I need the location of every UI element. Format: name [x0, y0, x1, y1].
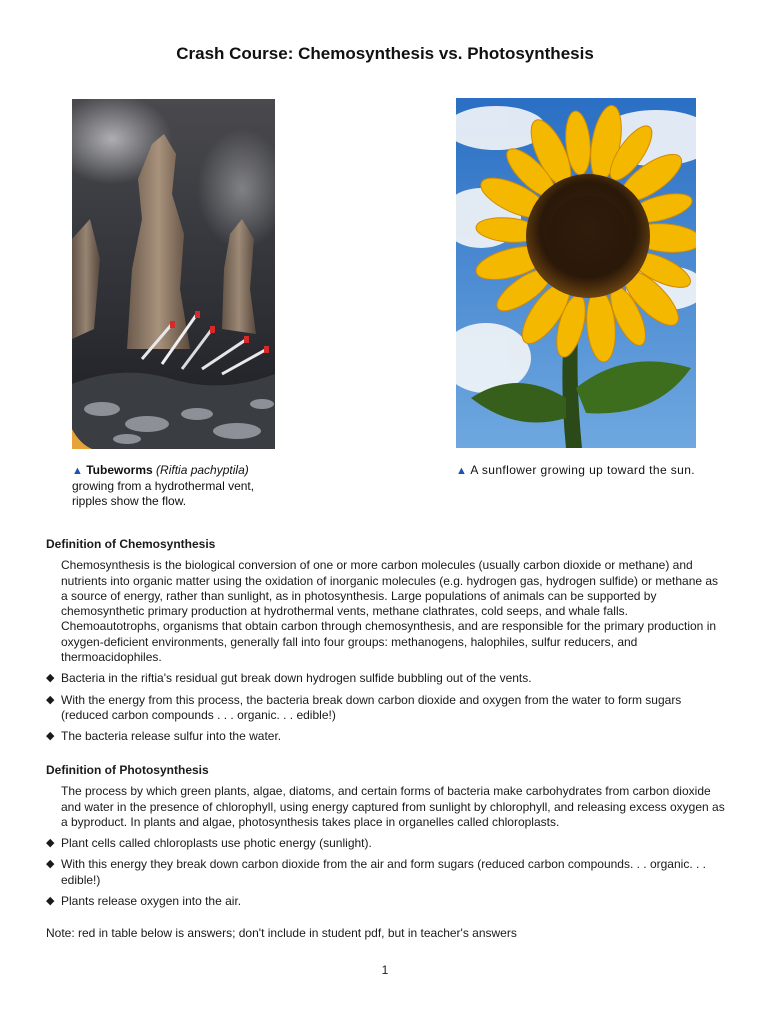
tubeworms-caption: [72, 463, 287, 509]
caption-species: (Riftia pachyptila): [156, 463, 249, 477]
caption-text: A sunflower growing up toward the sun.: [470, 463, 696, 477]
sunflower-photo: [456, 98, 696, 448]
bullet-text: The bacteria release sulfur into the water.: [61, 729, 282, 744]
bullet-text: Plants release oxygen into the air.: [61, 894, 242, 909]
bullet-text: With this energy they break down carbon dioxide from the air and form sugars (reduced carbon compounds. . . organic. . . edible!): [61, 857, 706, 887]
diamond-bullet-icon: ◆: [46, 895, 55, 908]
list-item: [46, 729, 726, 744]
list-item: [46, 836, 726, 851]
photosynthesis-paragraph: The process by which green plants, algae, diatoms, and certain forms of bacteria make carbohydrates from carbon dioxide and water in the presence of chlorophyll, using energy captured from sunlight by chlorophyll, and releasing excess oxygen as a byproduct. In plants and algae, photosynthesis takes place in organelles called chloroplasts.: [61, 784, 725, 829]
triangle-icon: ▲: [72, 465, 83, 477]
triangle-icon: ▲: [456, 465, 468, 477]
bullet-text: With the energy from this process, the bacteria break down carbon dioxide and oxygen from the water to form sugars (reduced carbon compounds . . . organic. . . edible!): [61, 692, 682, 722]
photosynthesis-section: [46, 763, 726, 909]
bullet-text: Plant cells called chloroplasts use photic energy (sunlight).: [61, 836, 372, 851]
list-item: [46, 857, 726, 888]
chemosynthesis-section: [46, 537, 726, 745]
teacher-note: Note: red in table below is answers; don't include in student pdf, but in teacher's answers: [46, 926, 517, 940]
page-title: Crash Course: Chemosynthesis vs. Photosynthesis: [176, 44, 594, 63]
list-item: [46, 693, 726, 724]
bullet-text: Bacteria in the riftia's residual gut break down hydrogen sulfide bubbling out of the vents.: [61, 671, 532, 686]
chemosynthesis-paragraph: Chemosynthesis is the biological conversion of one or more carbon molecules (usually carbon dioxide or methane) and nutrients into organic matter using the oxidation of inorganic molecules (e.g. hydrogen gas, hydrogen sulfide) or methane as a source of energy, rather than sunlight, as in photosynthesis. Large populations of animals can be supported by chemosynthetic primary production at hydrothermal vents, methane clathrates, cold seeps, and whale falls. Chemoautotrophs, organisms that obtain carbon through chemosynthesis, and are responsible for the primary production in oxygen-deficient environments, generally fall into four groups: methanogens, halophiles, sulfur reducers, and thermoacidophiles.: [61, 558, 719, 665]
list-item: [46, 671, 726, 686]
chemosynthesis-heading: Definition of Chemosynthesis: [46, 537, 216, 551]
caption-lead: Tubeworms: [86, 463, 153, 477]
diamond-bullet-icon: ◆: [46, 730, 55, 743]
diamond-bullet-icon: ◆: [46, 693, 55, 706]
caption-text: growing from a hydrothermal vent, ripples show the flow.: [72, 479, 255, 508]
list-item: [46, 894, 726, 909]
diamond-bullet-icon: ◆: [46, 837, 55, 850]
photosynthesis-heading: Definition of Photosynthesis: [46, 763, 209, 777]
diamond-bullet-icon: ◆: [46, 672, 55, 685]
diamond-bullet-icon: ◆: [46, 858, 55, 871]
tubeworms-photo: [72, 99, 275, 449]
sunflower-caption: [456, 463, 696, 479]
page-number: 1: [381, 963, 389, 977]
